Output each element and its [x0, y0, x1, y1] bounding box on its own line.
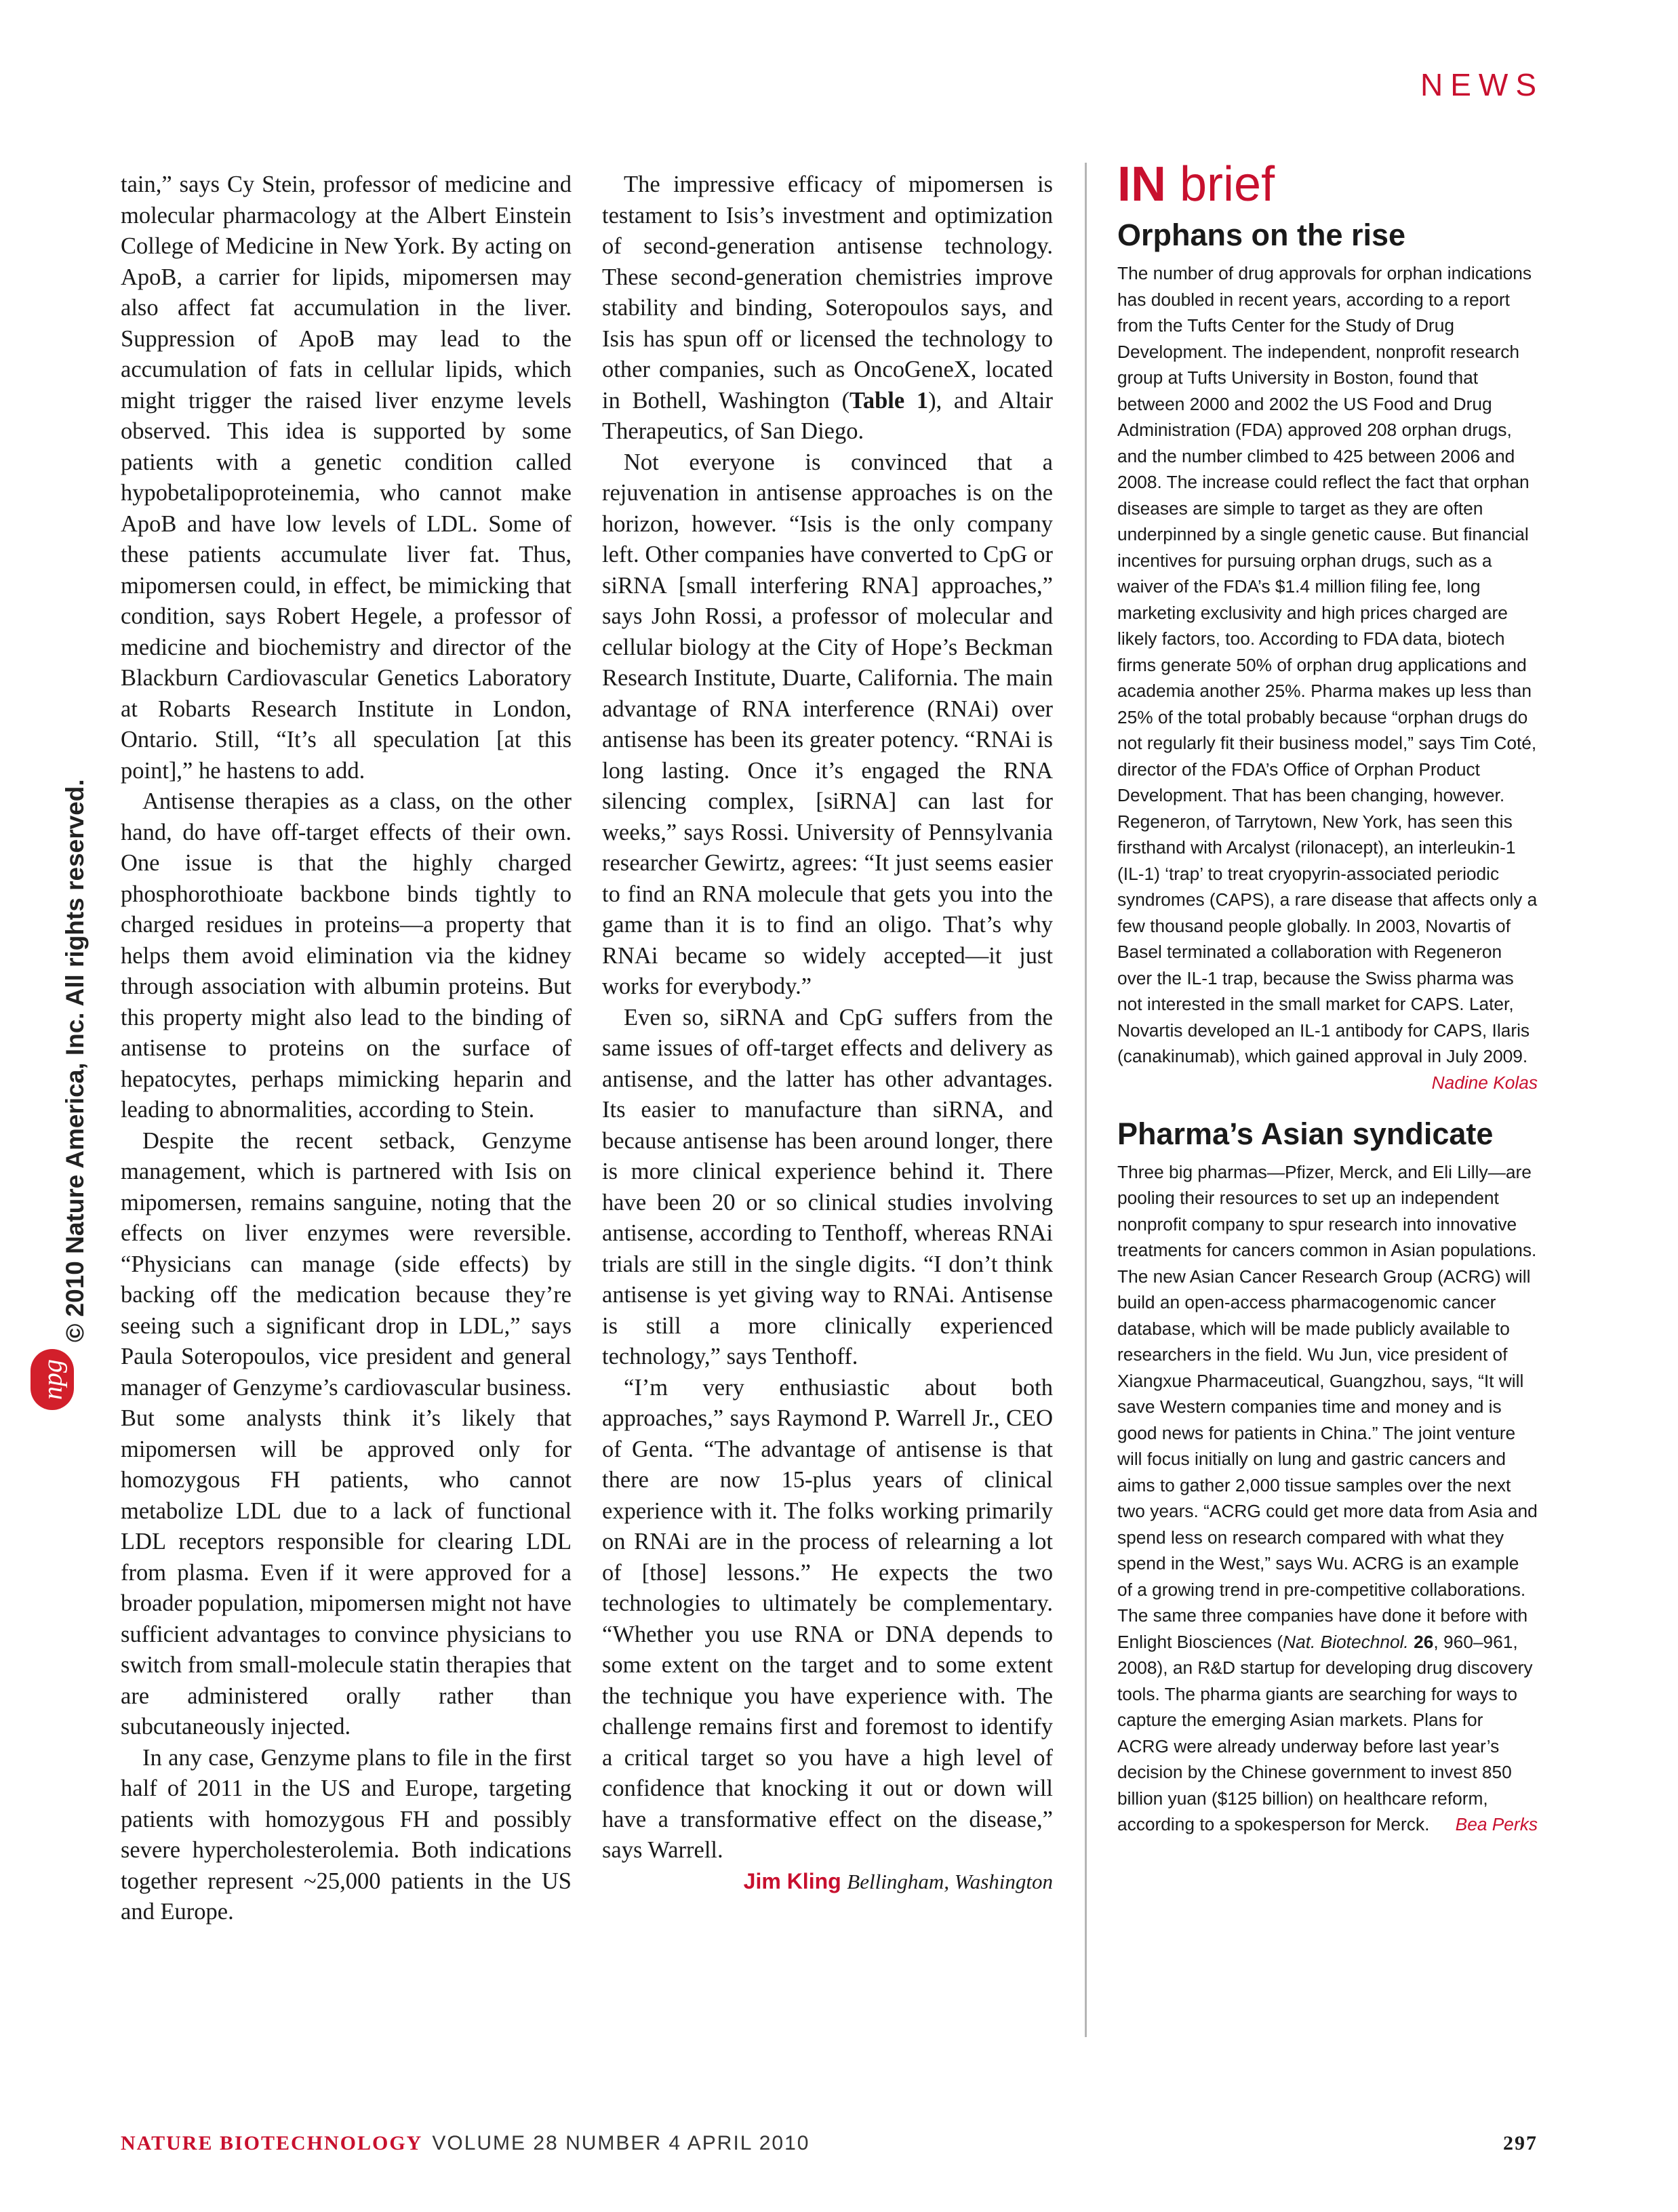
byline-author: Jim Kling — [743, 1868, 841, 1893]
copyright-notice: © 2010 Nature America, Inc. All rights reserved. — [61, 779, 89, 1342]
in-brief-heading-brief: brief — [1180, 157, 1275, 212]
brief-item-signature: Nadine Kolas — [1431, 1072, 1538, 1093]
in-brief-sidebar — [1117, 157, 1538, 1838]
article-paragraph — [602, 169, 1053, 447]
paragraph-text: ), and Altair Therapeutics, of San Diego. — [602, 387, 1054, 444]
brief-item-text: Three big pharmas—Pfizer, Merck, and Eli Lilly—are pooling their resources to set up an independent nonprofit company to spur research into innovative treatments for cancers common in Asian populations. The new Asian Cancer Research Group (ACRG) will build an open-access pharmacogenomic cancer database, which will be made publicly available to researchers in the field. Wu Jun, vice president of Xiangxue Pharmaceutical, Guangzhou, says, “It will save Western companies time and money and is good news for patients in China.” The joint venture will focus initially on lung and gastric cancers and aims to gather 2,000 tissue samples over the next two years. “ACRG could get more data from Asia and spend less on research compared with what they spend in the West,” says Wu. ACRG is an example of a growing trend in pre-competitive collaborations. The same three companies have done it before with Enlight Biosciences ( — [1117, 1161, 1538, 1652]
news-section-label: NEWS — [1420, 67, 1544, 102]
page-number: 297 — [1503, 2132, 1538, 2154]
brief-item-signature: Bea Perks — [1455, 1814, 1538, 1834]
brief-item-asian-syndicate — [1117, 1116, 1538, 1838]
article-column-2 — [602, 169, 1053, 1897]
article-byline — [602, 1866, 1053, 1897]
npg-logo — [31, 1349, 74, 1410]
article-column-1 — [121, 169, 572, 1928]
brief-item-title: Pharma’s Asian syndicate — [1117, 1116, 1494, 1151]
byline-place: Bellingham, Washington — [847, 1869, 1053, 1893]
brief-item-title: Orphans on the rise — [1117, 218, 1406, 252]
npg-logo-text: npg — [37, 1359, 68, 1400]
article-paragraph: Antisense therapies as a class, on the other hand, do have off-target effects of their own. One issue is that the highly charged phosphorothioate backbone binds tightly to charged residues in proteins—a property that helps them avoid elimination via the kidney through association with albumin proteins. But this property might also lead to the binding of antisense to proteins on the surface of hepatocytes, perhaps mimicking heparin and leading to abnormalities, according to Stein. — [121, 788, 572, 1123]
brief-item-text: , 960–961, 2008), an R&D startup for developing drug discovery tools. The pharma giants are searching for ways to capture the emerging Asian markets. Plans for ACRG were already underway before last year’s decision by the Chinese government to invest 850 billion yuan ($125 billion) on healthcare reform, according to a spokesperson for Merck. — [1117, 1631, 1533, 1834]
brief-item-text: The number of drug approvals for orphan indications has doubled in recent years, according to a report from the Tufts Center for the Study of Drug Development. The independent, nonprofit research group at Tufts University in Boston, found that between 2000 and 2002 the US Food and Drug Administration (FDA) approved 208 orphan drugs, and the number climbed to 425 between 2006 and 2008. The increase could reflect the fact that orphan diseases are simple to target as they are often underpinned by a single genetic cause. But financial incentives for pursuing orphan drugs, such as a waiver of the FDA’s $1.4 million filing fee, long marketing exclusivity and high prices charged are likely factors, too. According to FDA data, biotech firms generate 50% of orphan drug applications and academia another 25%. Pharma makes up less than 25% of the total probably because “orphan drugs do not regularly fit their business model,” says Tim Coté, director of the FDA’s Office of Orphan Product Development. That has been changing, however. Regeneron, of Tarrytown, New York, has seen this firsthand with Arcalyst (rilonacept), an interleukin-1 (IL-1) ‘trap’ to treat cryopyrin-associated periodic syndromes (CAPS), a rare disease that affects only a few thousand people globally. In 2003, Novartis of Basel terminated a collaboration with Regeneron over the IL-1 trap, because the Swiss pharma was not interested in the small market for CAPS. Later, Novartis developed an IL-1 antibody for CAPS, Ilaris (canakinumab), which gained approval in July 2009. — [1117, 263, 1538, 1066]
paragraph-text: The impressive efficacy of mipomersen is testament to Isis’s investment and optimization of second-generation antisense technology. These second-generation chemistries improve stability and binding, Soteropoulos says, and Isis has spun off or licensed the technology to other companies, such as OncoGeneX, located in Bothell, Washington ( — [602, 172, 1053, 414]
brief-item-body — [1117, 1159, 1538, 1838]
table-reference-link[interactable]: Table 1 — [849, 387, 929, 414]
page-footer — [121, 2132, 1538, 2155]
article-paragraph: Not everyone is convinced that a rejuvenation in antisense approaches is on the horizon, however. “Isis is the only company left. Other companies have converted to CpG or siRNA [small interfering RNA] approaches,” says John Rossi, a professor of molecular and cellular biology at the City of Hope’s Beckman Research Institute, Duarte, California. The main advantage of RNA interference (RNAi) over antisense has been its greater potency. “RNAi is long lasting. Once it’s engaged the RNA silencing complex, [siRNA] can last for weeks,” says Rossi. University of Pennsylvania researcher Gewirtz, agrees: “It just seems easier to find an RNA molecule that gets you into the game than it is to find an oligo. That’s why RNAi became so widely accepted—it just works for everybody.” — [602, 449, 1053, 999]
column-divider — [1085, 163, 1087, 2037]
journal-citation: Nat. Biotechnol. — [1283, 1631, 1409, 1652]
article-paragraph: In any case, Genzyme plans to file in the first half of 2011 in the US and Europe, targeting patients with homozygous FH and possibly severe hypercholesterolemia. Both indications together represent ~25,000 patients in the US and Europe. — [121, 1744, 572, 1925]
footer-volume-info: VOLUME 28 NUMBER 4 APRIL 2010 — [432, 2132, 810, 2154]
brief-item-body — [1117, 260, 1538, 1093]
brief-item-orphans — [1117, 217, 1538, 1093]
article-paragraph: Even so, siRNA and CpG suffers from the same issues of off-target effects and delivery as antisense, and the latter has other advantages. Its easier to manufacture than siRNA, and because antisense has been around longer, there is more clinical experience behind it. There have been 20 or so clinical studies involving antisense, according to Tenthoff, whereas RNAi trials are still in the single digits. “I don’t think antisense is yet giving way to RNAi. Antisense is still a more clinically experienced technology,” says Tenthoff. — [602, 1004, 1053, 1369]
article-paragraph: “I’m very enthusiastic about both approaches,” says Raymond P. Warrell Jr., CEO of Genta. “The advantage of antisense is that there are now 15-plus years of clinical experience with it. The folks working primarily on RNAi are in the process of relearning a lot of [those] lessons.” He expects the two technologies to ultimately be complementary. “Whether you use RNA or DNA depends to some extent on the target and to some extent the technique you have experience with. The challenge remains first and foremost to identify a critical target so you have a high level of confidence that knocking it out or down will have a transformative effect on the disease,” says Warrell. — [602, 1374, 1053, 1863]
footer-journal-name: NATURE BIOTECHNOLOGY — [121, 2132, 423, 2154]
journal-volume: 26 — [1414, 1631, 1434, 1652]
article-paragraph: Despite the recent setback, Genzyme management, which is partnered with Isis on mipomersen, remains sanguine, noting that the effects on liver enzymes were reversible. “Physicians can manage (side effects) by backing off the medication because they’re seeing such a significant drop in LDL,” says Paula Soteropoulos, vice president and general manager of Genzyme’s cardiovascular business. But some analysts think it’s likely that mipomersen will be approved only for homozygous FH patients, who cannot metabolize LDL due to a lack of functional LDL receptors responsible for clearing LDL from plasma. Even if it were approved for a broader population, mipomersen might not have sufficient advantages to convince physicians to switch from small-molecule statin therapies that are administered orally rather than subcutaneously injected. — [121, 1127, 572, 1740]
in-brief-heading-in: IN — [1117, 157, 1166, 212]
article-paragraph: tain,” says Cy Stein, professor of medicine and molecular pharmacology at the Albert Einstein College of Medicine in New York. By acting on ApoB, a carrier for lipids, mipomersen may also affect fat accumulation in the liver. Suppression of ApoB may lead to the accumulation of fats in cellular lipids, which might trigger the raised liver enzyme levels observed. This idea is supported by some patients with a genetic condition called hypobetalipoproteinemia, who cannot make ApoB and have low levels of LDL. Some of these patients accumulate liver fat. Thus, mipomersen could, in effect, be mimicking that condition, says Robert Hegele, a professor of medicine and biochemistry and director of the Blackburn Cardiovascular Genetics Laboratory at Robarts Research Institute in London, Ontario. Still, “It’s all speculation [at this point],” he hastens to add. — [121, 172, 572, 784]
in-brief-heading — [1117, 157, 1538, 212]
